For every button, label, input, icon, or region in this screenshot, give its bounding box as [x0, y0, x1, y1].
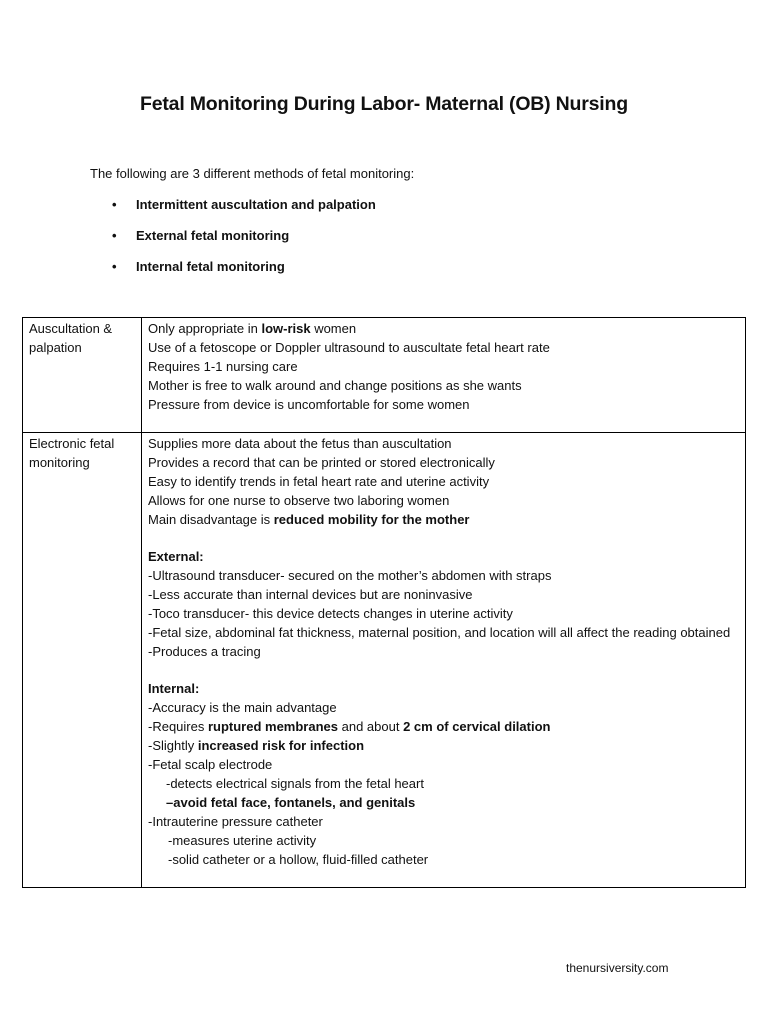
- bold-text: External:: [148, 549, 204, 564]
- table-line: Supplies more data about the fetus than auscultation: [148, 436, 452, 451]
- spacer: [148, 661, 739, 679]
- monitoring-table: [22, 317, 746, 888]
- bullet-icon: •: [112, 197, 117, 212]
- table-row: [23, 318, 746, 433]
- row-label-auscultation: Auscultation & palpation: [23, 318, 142, 433]
- table-line: -detects electrical signals from the fetal heart: [166, 776, 424, 791]
- methods-list: [110, 196, 376, 289]
- method-label: Internal fetal monitoring: [136, 259, 285, 274]
- bullet-icon: •: [112, 228, 117, 243]
- table-line: Allows for one nurse to observe two laboring women: [148, 493, 450, 508]
- table-row: [23, 433, 746, 888]
- row-content-auscultation: [142, 318, 746, 433]
- table-line: Use of a fetoscope or Doppler ultrasound to auscultate fetal heart rate: [148, 340, 550, 355]
- bold-text: reduced mobility for the mother: [273, 512, 470, 527]
- bold-text: increased risk for infection: [197, 738, 365, 753]
- table-line: -Ultrasound transducer- secured on the mother’s abdomen with straps: [148, 568, 552, 583]
- table-line: [148, 319, 739, 338]
- text-run: -Requires: [148, 719, 208, 734]
- text-run: -Slightly: [148, 738, 198, 753]
- table-line: -Less accurate than internal devices but are noninvasive: [148, 587, 473, 602]
- table-line: Mother is free to walk around and change positions as she wants: [148, 378, 522, 393]
- table-line: Easy to identify trends in fetal heart rate and uterine activity: [148, 474, 490, 489]
- row-content-electronic: [142, 433, 746, 888]
- table-line: -Accuracy is the main advantage: [148, 700, 337, 715]
- table-line: -measures uterine activity: [168, 833, 317, 848]
- table-line: -Fetal size, abdominal fat thickness, maternal position, and location will all affect the reading obtained: [148, 625, 731, 640]
- text-run: Only appropriate in: [148, 321, 262, 336]
- table-line: -Produces a tracing: [148, 644, 261, 659]
- page-title: Fetal Monitoring During Labor- Maternal (OB) Nursing: [140, 93, 628, 115]
- method-label: Intermittent auscultation and palpation: [136, 197, 376, 212]
- table-line: Pressure from device is uncomfortable for some women: [148, 397, 470, 412]
- bold-text: –avoid fetal face, fontanels, and genitals: [166, 795, 416, 810]
- internal-heading: [148, 679, 739, 698]
- table-line: [148, 793, 739, 812]
- spacer: [148, 529, 739, 547]
- intro-text: The following are 3 different methods of fetal monitoring:: [90, 166, 415, 181]
- bold-text: 2 cm of cervical dilation: [403, 719, 551, 734]
- table-line: [148, 510, 739, 529]
- bold-text: Internal:: [148, 681, 200, 696]
- list-item: [110, 196, 376, 227]
- table-line: -Intrauterine pressure catheter: [148, 814, 323, 829]
- external-heading: [148, 547, 739, 566]
- text-run: and about: [338, 719, 404, 734]
- bold-text: low-risk: [261, 321, 311, 336]
- list-item: [110, 227, 376, 258]
- table-line: Requires 1-1 nursing care: [148, 359, 298, 374]
- table-line: -Fetal scalp electrode: [148, 757, 273, 772]
- table-line: [148, 717, 739, 736]
- row-label-electronic: Electronic fetal monitoring: [23, 433, 142, 888]
- text-run: women: [310, 321, 357, 336]
- table-line: -solid catheter or a hollow, fluid-filled catheter: [168, 852, 429, 867]
- method-label: External fetal monitoring: [136, 228, 290, 243]
- table-line: [148, 736, 739, 755]
- footer-source: thenursiversity.com: [566, 961, 669, 975]
- table-line: Provides a record that can be printed or stored electronically: [148, 455, 495, 470]
- bold-text: ruptured membranes: [207, 719, 339, 734]
- text-run: Main disadvantage is: [148, 512, 274, 527]
- bullet-icon: •: [112, 259, 117, 274]
- table-line: -Toco transducer- this device detects changes in uterine activity: [148, 606, 513, 621]
- list-item: [110, 258, 376, 289]
